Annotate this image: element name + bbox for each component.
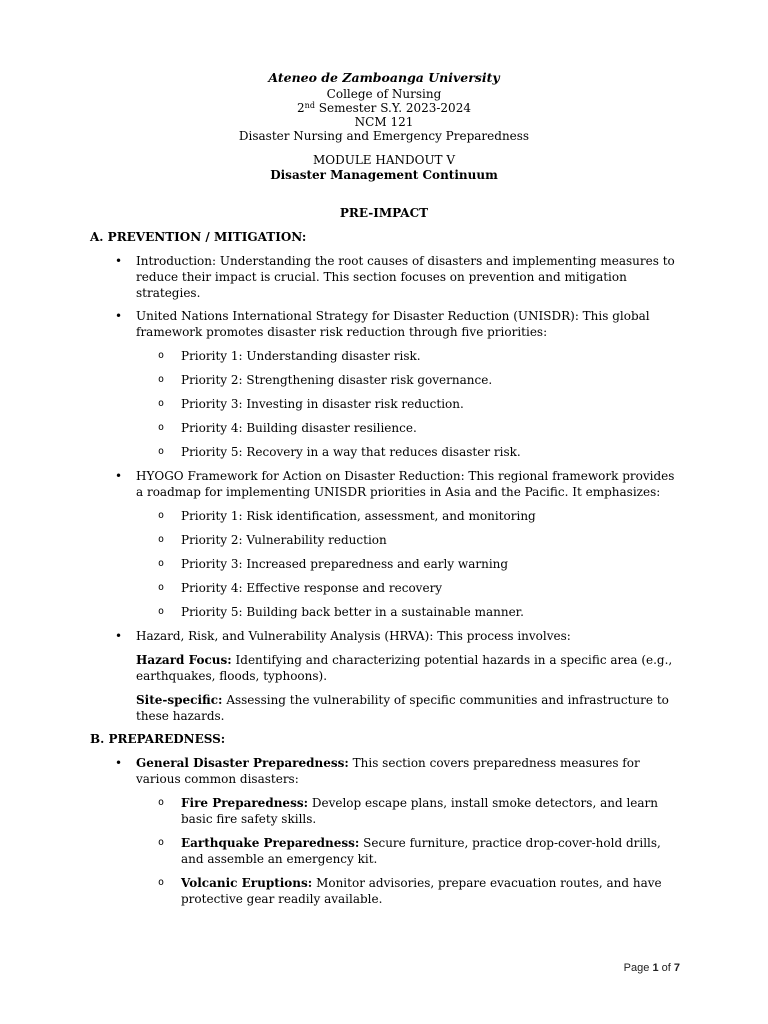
sub-list-item (158, 508, 681, 524)
semester-ordinal-suffix: nd (304, 101, 315, 110)
course-code: NCM 121 (354, 115, 414, 129)
detail-label: Site-specific: (136, 693, 223, 707)
sub-bullet-marker: o (158, 837, 165, 848)
page-label: Page (623, 962, 650, 974)
detail-text: Assessing the vulnerability of specific communities and infrastructure to these hazards. (136, 693, 669, 723)
sub-item-body: Develop escape plans, install smoke detectors, and learn basic fire safety skills. (181, 796, 659, 826)
bullet-marker: • (115, 756, 123, 770)
sub-list-item-earthquake (158, 835, 681, 867)
university-name: Ateneo de Zamboanga University (268, 70, 500, 85)
detail-label: Hazard Focus: (136, 653, 232, 667)
list-item-text (136, 755, 681, 787)
sub-item-text (181, 795, 681, 827)
sub-list-item (158, 556, 681, 572)
college-name: College of Nursing (326, 87, 442, 101)
sub-item-text: Priority 3: Increased preparedness and early warning (181, 557, 509, 571)
sub-list-item (158, 396, 681, 412)
sub-bullet-marker: o (158, 398, 165, 409)
sub-list-item (158, 372, 681, 388)
sub-list-item (158, 444, 681, 460)
sub-bullet-marker: o (158, 422, 165, 433)
of-label: of (661, 962, 671, 974)
bullet-marker: • (115, 309, 123, 323)
sub-item-text: Priority 1: Understanding disaster risk. (181, 349, 421, 363)
sub-list-item (158, 348, 681, 364)
current-page-number: 1 (652, 962, 659, 974)
sub-list-item (158, 604, 681, 620)
bullet-marker: • (115, 629, 123, 643)
sub-item-text: Priority 5: Recovery in a way that reduces disaster risk. (181, 445, 521, 459)
list-item-label: General Disaster Preparedness: (136, 756, 349, 770)
list-item-body: This section covers preparedness measures for various common disasters: (136, 756, 640, 786)
section-b-heading: B. PREPAREDNESS: (90, 732, 226, 746)
sub-item-text: Priority 2: Vulnerability reduction (181, 533, 387, 547)
sub-list-item (158, 532, 681, 548)
module-number: MODULE HANDOUT V (312, 153, 456, 167)
sub-item-text (181, 835, 681, 867)
module-title: Disaster Management Continuum (270, 168, 498, 182)
list-item-general-preparedness (115, 755, 681, 787)
sub-item-text: Priority 1: Risk identification, assessment, and monitoring (181, 509, 536, 523)
sub-item-text: Priority 4: Effective response and recovery (181, 581, 443, 595)
bullet-marker: • (115, 254, 123, 268)
hrva-detail-hazard-focus (136, 652, 681, 684)
sub-item-label: Fire Preparedness: (181, 796, 309, 810)
hrva-detail-site-specific (136, 692, 681, 724)
phase-heading: PRE-IMPACT (339, 206, 429, 220)
sub-bullet-marker: o (158, 446, 165, 457)
sub-item-text: Priority 5: Building back better in a sustainable manner. (181, 605, 524, 619)
list-item-introduction (115, 253, 681, 301)
detail-text: Identifying and characterizing potential hazards in a specific area (e.g., earthquakes, floods, typhoons). (136, 653, 673, 683)
sub-bullet-marker: o (158, 350, 165, 361)
sub-item-text: Priority 4: Building disaster resilience. (181, 421, 417, 435)
list-item-text: HYOGO Framework for Action on Disaster Reduction: This regional framework provides a roadmap for implementing UNISDR priorities in Asia and the Pacific. It emphasizes: (136, 469, 675, 499)
course-title: Disaster Nursing and Emergency Preparedness (238, 129, 530, 143)
sub-bullet-marker: o (158, 374, 165, 385)
sub-bullet-marker: o (158, 877, 165, 888)
semester-school-year: Semester S.Y. 2023-2024 (318, 101, 471, 115)
sub-bullet-marker: o (158, 797, 165, 808)
sub-item-label: Earthquake Preparedness: (181, 836, 360, 850)
sub-bullet-marker: o (158, 582, 165, 593)
list-item-text: Hazard, Risk, and Vulnerability Analysis (HRVA): This process involves: (136, 629, 571, 643)
semester-line (0, 101, 768, 115)
list-item-text: United Nations International Strategy for Disaster Reduction (UNISDR): This global framework promotes disaster risk reduction through five priorities: (136, 309, 650, 339)
sub-item-label: Volcanic Eruptions: (181, 876, 313, 890)
sub-list-item (158, 420, 681, 436)
list-item-hyogo (115, 468, 681, 500)
sub-bullet-marker: o (158, 534, 165, 545)
sub-list-item-fire (158, 795, 681, 827)
total-pages-number: 7 (673, 962, 680, 974)
document-header (0, 70, 768, 182)
section-a-heading: A. PREVENTION / MITIGATION: (90, 230, 307, 244)
sub-item-body: Monitor advisories, prepare evacuation routes, and have protective gear readily available. (181, 876, 662, 906)
sub-list-item-volcanic (158, 875, 681, 907)
sub-item-text: Priority 3: Investing in disaster risk reduction. (181, 397, 464, 411)
page-number-footer (560, 961, 680, 975)
sub-bullet-marker: o (158, 606, 165, 617)
sub-bullet-marker: o (158, 510, 165, 521)
sub-item-text (181, 875, 681, 907)
list-item-text: Introduction: Understanding the root causes of disasters and implementing measures to reduce their impact is crucial. This section focuses on prevention and mitigation strategies. (136, 254, 675, 300)
semester-number: 2 (297, 101, 305, 115)
sub-item-text: Priority 2: Strengthening disaster risk governance. (181, 373, 493, 387)
list-item-hrva (115, 628, 681, 644)
sub-list-item (158, 580, 681, 596)
bullet-marker: • (115, 469, 123, 483)
sub-item-body: Secure furniture, practice drop-cover-hold drills, and assemble an emergency kit. (181, 836, 661, 866)
sub-bullet-marker: o (158, 558, 165, 569)
list-item-unisdr (115, 308, 681, 340)
